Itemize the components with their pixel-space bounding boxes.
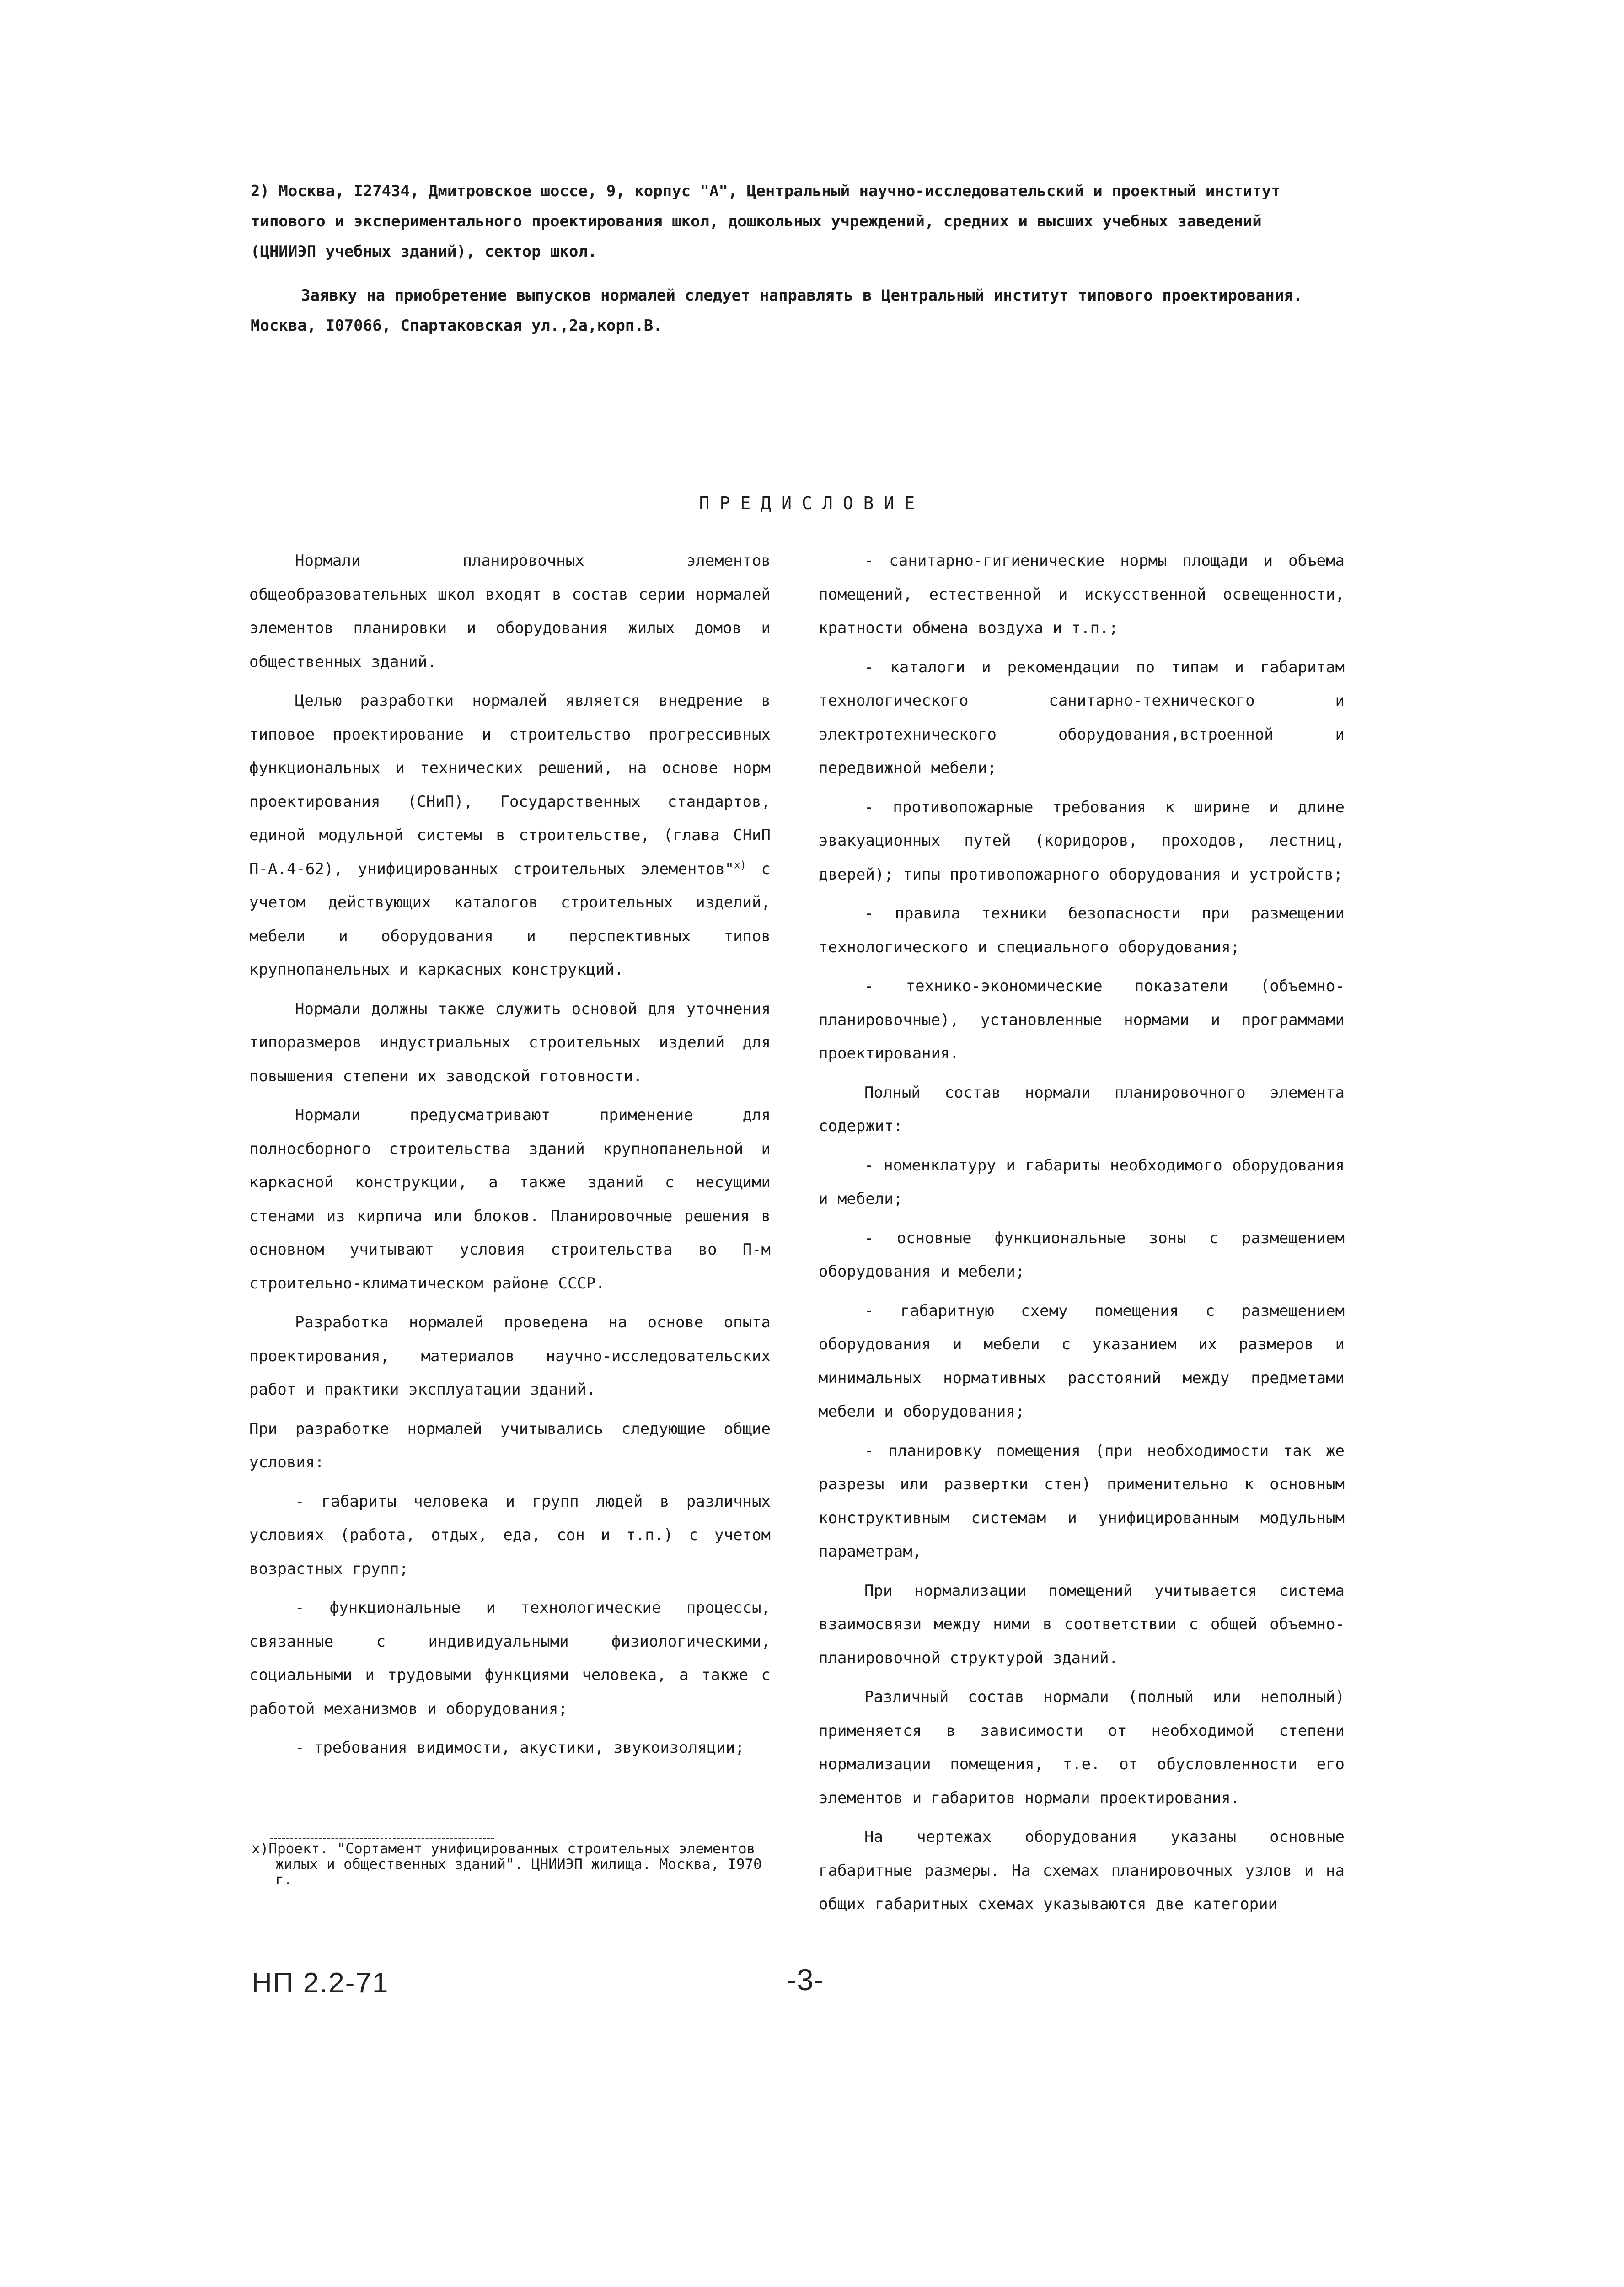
paragraph-text: Целью разработки нормалей является внедрение в типовое проектирование и строительство прогрессивных функциональных и технических решений, на основе норм проектирования (СНиП), Государственных стандартов, единой модульной системы в строительстве, (глава СНиП П-А.4-62), унифицированных строительных элементов" — [249, 692, 771, 878]
paragraph: Нормали планировочных элементов общеобразовательных школ входят в состав серии нормалей элементов планировки и оборудования жилых домов и общественных зданий. — [249, 552, 771, 671]
list-item: - габариты человека и групп людей в различных условиях (работа, отдых, еда, сон и т.п.) с учетом возрастных групп; — [249, 1492, 771, 1578]
address-paragraph: 2) Москва, I27434, Дмитровское шоссе, 9, корпус "А", Центральный научно-исследовательский и проектный институт типового и экспериментального проектирования школ, дошкольных учреждений, средних и высших учебных заведений (ЦНИИЭП учебных зданий), сектор школ. — [251, 182, 1281, 261]
footnote — [252, 1841, 777, 1888]
footnote-text: Проект. "Сортамент унифицированных строительных элементов жилых и общественных зданий". ЦНИИЭП жилища. Москва, I970 г. — [268, 1841, 762, 1888]
paragraph: Полный состав нормали планировочного элемента содержит: — [819, 1083, 1345, 1135]
list-item: - противопожарные требования к ширине и длине эвакуационных путей (коридоров, проходов, лестниц, дверей); типы противопожарного оборудования и устройств; — [819, 798, 1345, 884]
list-item: - технико-экономические показатели (объемно-планировочные), установленные нормами и программами проектирования. — [819, 977, 1345, 1063]
document-code: НП 2.2-71 — [252, 1967, 389, 1999]
section-heading: ПРЕДИСЛОВИЕ — [699, 493, 925, 513]
list-item: - основные функциональные зоны с размещением оборудования и мебели; — [819, 1229, 1345, 1281]
paragraph: Нормали должны также служить основой для уточнения типоразмеров индустриальных строительных изделий для повышения степени их заводской готовности. — [249, 999, 771, 1085]
address-block — [251, 176, 1335, 341]
list-item: - санитарно-гигиенические нормы площади и объема помещений, естественной и искусственной освещенности, кратности обмена воздуха и т.п.; — [819, 552, 1345, 637]
paragraph: При разработке нормалей учитывались следующие общие условия: — [249, 1419, 771, 1471]
paragraph: Нормали предусматривают применение для полносборного строительства зданий крупнопанельной и каркасной конструкции, а также зданий с несущими стенами из кирпича или блоков. Планировочные решения в основном учитывают условия строительства во П-м строительно-климатическом районе СССР. — [249, 1106, 771, 1293]
list-item: - правила техники безопасности при размещении технологического и специального оборудования; — [819, 904, 1345, 956]
footnote-marker: х) — [252, 1841, 269, 1857]
order-paragraph: Заявку на приобретение выпусков нормалей следует направлять в Центральный институт типового проектирования. Москва, I07066, Спартаковская ул.,2а,корп.В. — [251, 286, 1303, 335]
right-column — [819, 544, 1345, 1927]
paragraph-text: с учетом действующих каталогов строительных изделий, мебели и оборудования и перспективных типов крупнопанельных и каркасных конструкций. — [249, 859, 771, 979]
left-column — [249, 544, 771, 1771]
list-item: - габаритную схему помещения с размещением оборудования и мебели с указанием их размеров и минимальных нормативных расстояний между предметами мебели и оборудования; — [819, 1301, 1345, 1421]
paragraph: Разработка нормалей проведена на основе опыта проектирования, материалов научно-исследовательских работ и практики эксплуатации зданий. — [249, 1313, 771, 1399]
footnote-divider — [270, 1838, 494, 1839]
list-item: - требования видимости, акустики, звукоизоляции; — [295, 1739, 745, 1757]
list-item: - номенклатуру и габариты необходимого оборудования и мебели; — [819, 1156, 1345, 1208]
paragraph — [249, 684, 771, 987]
paragraph: Различный состав нормали (полный или неполный) применяется в зависимости от необходимой степени нормализации помещения, т.е. от обусловленности его элементов и габаритов нормали проектирования. — [819, 1688, 1345, 1807]
footnote-ref: х) — [734, 859, 746, 871]
paragraph: При нормализации помещений учитывается система взаимосвязи между ними в соответствии с общей объемно-планировочной структурой зданий. — [819, 1581, 1345, 1667]
page-number: -3- — [787, 1963, 824, 1997]
paragraph: На чертежах оборудования указаны основные габаритные размеры. На схемах планировочных узлов и на общих габаритных схемах указываются две категории — [819, 1828, 1345, 1913]
list-item: - планировку помещения (при необходимости так же разрезы или развертки стен) применительно к основным конструктивным системам и унифицированным модульным параметрам, — [819, 1441, 1345, 1561]
list-item: - каталоги и рекомендации по типам и габаритам технологического санитарно-технического и электротехнического оборудования,встроенной и передвижной мебели; — [819, 658, 1345, 777]
list-item: - функциональные и технологические процессы, связанные с индивидуальными физиологическими, социальными и трудовыми функциями человека, а также с работой механизмов и оборудования; — [249, 1599, 771, 1718]
